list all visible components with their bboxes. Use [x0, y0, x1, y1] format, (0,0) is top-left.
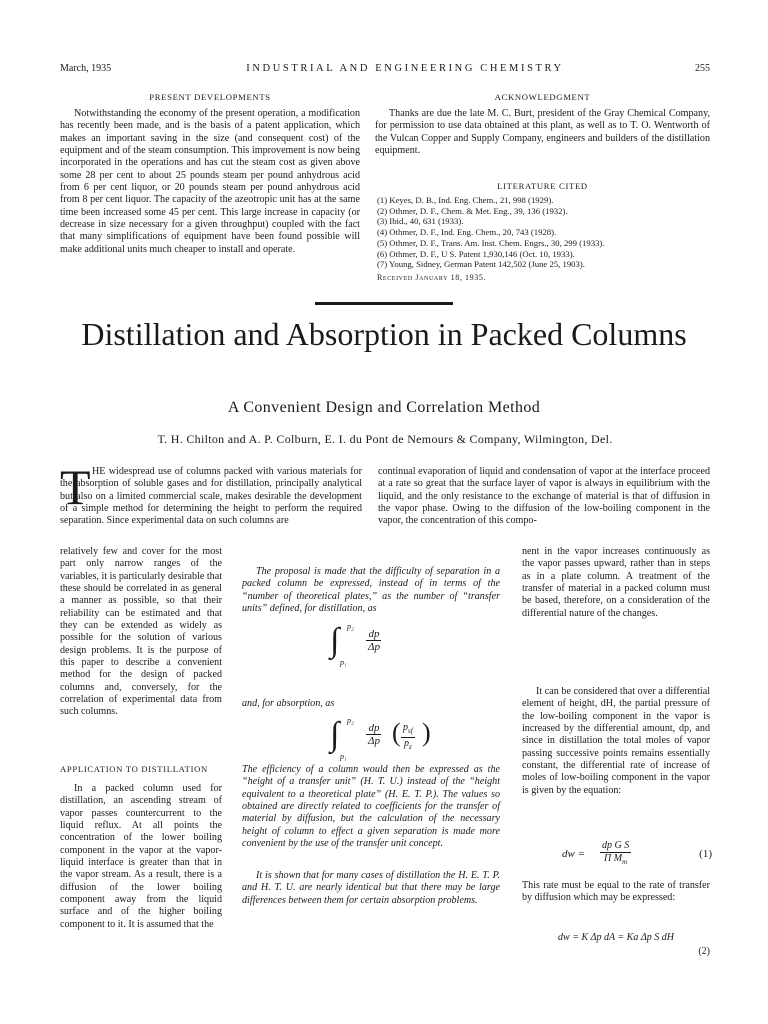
received-date: Received January 18, 1935. — [377, 273, 487, 282]
equation-2-number: (2) — [698, 946, 710, 957]
efficiency-text: The efficiency of a column would then be expressed as the “height of a transfer unit” (H. T. U.) instead of the “height equivalent to a theoretical plate” (H. E. T. P.). The values so obtained are directly related to coefficients for the transfer of material by diffusion, but the calculation of the necessary height of column to effect a given separation is made more convenient by the use of the transfer unit concept. — [242, 764, 500, 850]
drop-cap: T — [60, 459, 91, 515]
right-after-eq1: This rate must be equal to the rate of transfer by diffusion which may be expressed: — [522, 880, 710, 904]
intro-narrow-text: relatively few and cover for the most part only narrow ranges of the variables, it is particularly desirable that these should be correlated in as general a manner as possible, so that their reliability can be estimated and that they can be extended as widely as possible for the solution of various design problems. It is the purpose of this paper to describe a convenient method for the design of packed columns and, conversely, for the correlation of experimental data from such columns. — [60, 546, 223, 718]
ratio-numerator — [401, 722, 415, 738]
journal-name: INDUSTRIAL AND ENGINEERING CHEMISTRY — [246, 63, 564, 74]
integral-sign: ∫ — [330, 622, 340, 659]
acknowledgment-heading: ACKNOWLEDGMENT — [494, 92, 591, 102]
integral-sign: ∫ — [330, 716, 340, 753]
comparison-text: It is shown that for many cases of distillation the H. E. T. P. and H. T. U. are nearly identical but that there may be large differences between them for certain absorption problems. — [242, 870, 500, 906]
fraction-numerator: dp — [368, 628, 380, 640]
equation-number: (1) — [699, 848, 712, 860]
equation-denominator-subscript: m — [622, 858, 628, 866]
page-number: 255 — [695, 63, 710, 74]
equation-denominator-symbol: Π M — [604, 853, 623, 864]
article-title: Distillation and Absorption in Packed Columns — [81, 316, 687, 352]
reference-item: (2) Othmer, D. F., Chem. & Met. Eng., 39, 136 (1932). — [377, 205, 568, 216]
right-narrow-text-1: nent in the vapor increases continuously as the vapor passes upward, rather than in steps as in a plate column. A treatment of the transfer of material in a packed column must be based, therefore, on a consideration of the differential nature of the changes. — [522, 546, 710, 619]
fraction-numerator: dp — [368, 722, 380, 734]
application-heading: APPLICATION TO DISTILLATION — [60, 764, 208, 774]
reference-item: (3) Ibid., 40, 631 (1933). — [377, 216, 464, 227]
equation-2: dw = K Δp dA = Ka Δp S dH — [558, 932, 674, 943]
acknowledgment-body: Thanks are due the late M. C. Burt, president of the Gray Chemical Company, for permission to use data obtained at this plant, as well as to T. O. Wentworth of the Vulcan Copper and Supply Company, engineers and builders of the distillation equipment. — [375, 108, 710, 157]
reference-item: (4) Othmer, D. F., Ind. Eng. Chem., 20, 743 (1928). — [377, 227, 557, 238]
pressure-ratio — [401, 722, 415, 753]
intro-top-text: HE widespread use of columns packed with various materials for the absorption of soluble gases and for distillation, principally analytical but also on a limited commercial scale, makes desirable the development of a simple method for determining the height to perform the required separation. Since experimental data on such columns are — [60, 466, 362, 527]
page-header — [60, 63, 710, 77]
header-date: March, 1935 — [60, 63, 112, 74]
section-rule — [315, 302, 453, 305]
present-developments-body: Notwithstanding the economy of the present operation, a modification has recently been made, and is the basis of a patent application, which makes an important saving in the size (and consequent cost) of the equipment and of the steam consumption. This improvement is now being incorporated in the operations and has cut the steam cost as given above some 28 per cent to about 25 pounds steam per pound anhydrous acid from 6 per cent liquor, or 20 pounds steam per pound anhydrous acid from 8 per cent liquor. The capacity of the azeotropic unit has at the same time been increased some 45 per cent. This large increase in capacity (or decrease in size necessary for a given throughput) coupled with the fact that many simplifications of equipment have been found possible will make additional units much cheaper to install and operate. — [60, 108, 360, 255]
integral-distillation — [330, 620, 450, 670]
integrand-fraction — [366, 628, 382, 653]
lower-limit: p₁ — [340, 752, 347, 761]
reference-item: (5) Othmer, D. F., Trans. Am. Inst. Chem. Engrs., 30, 299 (1933). — [377, 237, 605, 248]
ratio-denominator — [402, 738, 414, 753]
ratio-denominator-subscript: z — [408, 743, 412, 751]
reference-item: (7) Young, Sidney, German Patent 142,502 (June 25, 1903). — [377, 259, 585, 270]
present-developments-heading: PRESENT DEVELOPMENTS — [149, 92, 271, 102]
equation-lhs: dw = — [562, 848, 586, 860]
article-subtitle: A Convenient Design and Correlation Method — [227, 399, 541, 416]
absorption-intro: and, for absorption, as — [242, 698, 335, 709]
application-body: In a packed column used for distillation, an ascending stream of vapor passes countercurrent to the liquid reflux. At all points the concentration of the lower boiling component in the vapor at the vapor-liquid interface is greater than that in the vapor stream. As a result, there is a diffusion of the lower boiling component away from the liquid surface and of the higher boiling component to it. It is assumed that the — [60, 783, 222, 930]
ratio-numerator-subscript: sf — [408, 727, 413, 735]
fraction-denominator: Δp — [368, 735, 380, 747]
reference-item: (6) Othmer, D. F., U S. Patent 1,930,146 (Oct. 10, 1933). — [377, 248, 575, 259]
equation-denominator — [602, 853, 629, 868]
upper-limit: p₂ — [347, 716, 354, 725]
upper-limit: p₂ — [347, 622, 354, 631]
right-narrow-text-2: It can be considered that over a differential element of height, dH, the partial pressure of the low-boiling component in the vapor is increased by the differential amount, dp, and since in distillation the total moles of vapor passing successive points remains essentially constant, the differential rate of increase of moles of low-boiling component in the vapor is given by the equation: — [522, 686, 710, 796]
article-authors: T. H. Chilton and A. P. Colburn, E. I. du Pont de Nemours & Company, Wilmington, Del. — [157, 432, 613, 446]
close-paren: ) — [422, 718, 431, 747]
fraction-denominator: Δp — [368, 641, 380, 653]
equation-fraction — [600, 840, 631, 868]
ratio-denominator-symbol: p — [403, 738, 409, 749]
open-paren: ( — [392, 718, 401, 747]
right-top-text: continual evaporation of liquid and condensation of vapor at the interface proceed at a rate so great that the surface layer of vapor is always in equilibrium with the liquid, and the only resistance to the exchange of material is that of diffusion in the vapor phase. Owing to the diffusion of the low-boiling component in the vapor, the concentration of this compo- — [378, 466, 710, 527]
literature-cited-heading: LITERATURE CITED — [497, 181, 588, 191]
equation-numerator: dp G S — [602, 840, 630, 851]
lower-limit: p₁ — [340, 658, 347, 667]
reference-list — [377, 195, 710, 270]
equation-1 — [562, 840, 712, 868]
proposal-text: The proposal is made that the difficulty of separation in a packed column be expressed, instead of in terms of the “number of theoretical plates,” as the number of “transfer units” defined, for distillation, as — [242, 566, 500, 615]
reference-item: (1) Keyes, D. B., Ind. Eng. Chem., 21, 998 (1929). — [377, 195, 554, 205]
integrand-fraction — [366, 722, 382, 747]
ratio-numerator-symbol: p — [403, 722, 408, 733]
integral-absorption — [330, 714, 470, 764]
